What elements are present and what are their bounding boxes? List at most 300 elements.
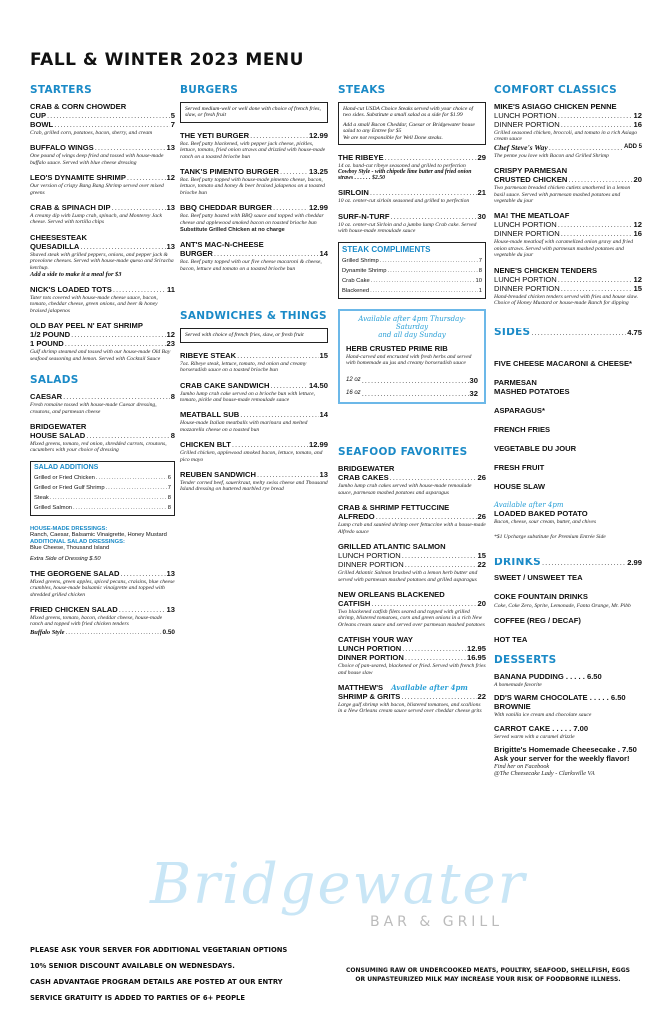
item-note: Cowboy Style - with chipotle lime butter and fried onion straws . . . . . . $2.50: [338, 169, 472, 182]
addition-row: [34, 473, 171, 483]
item-description: Tater tots covered with house-made cheese sauce, bacon, tomato, cheddar cheese, green onions, and beer & honey braised jalapenos: [30, 295, 158, 314]
item-description: 8oz. Beef patty topped with our five cheese macaroni & cheese, bacon, lettuce and tomato on a toasted brioche bun: [180, 259, 322, 272]
side-item: FRESH FRUIT: [494, 463, 545, 473]
price: 13: [166, 143, 175, 153]
dessert-note: Ask your server for the weekly flavor!: [494, 753, 630, 763]
item-name: ANT'S MAC-N-CHEESE: [180, 240, 264, 250]
additional-dressings-list: Blue Cheese, Thousand Island: [30, 544, 110, 551]
menu-item-sirloin: [338, 188, 486, 204]
drinks-heading: DRINKS: [494, 558, 541, 568]
portion: LUNCH PORTION: [494, 220, 557, 230]
item-description: Jumbo lump crab cake served on a brioche bun with lettuce, tomato, pickle and house-made remoulade sauce: [180, 390, 315, 403]
addition-row: [34, 483, 171, 493]
menu-item-house-salad: [30, 422, 175, 454]
item-description: 14 oz. hand-cut ribeye seasoned and grilled to perfection: [338, 163, 466, 170]
compliment-row: [342, 276, 482, 286]
addition-name: Grilled Salmon: [34, 504, 73, 511]
drinks-heading-row: [494, 558, 642, 567]
item-name-2: CRUSTED CHICKEN: [494, 175, 568, 185]
sides-heading-row: [494, 328, 642, 337]
item-description: 8oz. Beef patty basted with BBQ sauce and topped with cheddar cheese and applewood smoked bacon on toasted brioche bun: [180, 213, 324, 226]
item-description: 7oz. Ribeye steak, lettuce, tomato, red onion and creamy horseradish sauce on a toasted brioche bun: [180, 360, 307, 374]
portion: 1 POUND: [30, 339, 64, 349]
price: 16: [633, 229, 642, 239]
sides-heading: SIDES: [494, 328, 531, 338]
steaks-note-3: We are not responsible for Well Done steaks.: [343, 134, 443, 141]
footer-line: CASH ADVANTAGE PROGRAM DETAILS ARE POSTED AT OUR ENTRY: [30, 978, 283, 986]
compliment-price: 10: [475, 277, 482, 284]
price: 14.50: [308, 380, 328, 390]
side-item: HOUSE SLAW: [494, 482, 546, 492]
item-name: MA! THE MEATLOAF: [494, 211, 570, 221]
menu-item-asiago-penne: [494, 102, 642, 159]
price: 14: [319, 249, 328, 259]
price-row: [30, 605, 175, 614]
dessert-name-row: BANANA PUDDING . . . . . 6.50: [494, 671, 602, 681]
item-name: CATFISH YOUR WAY: [338, 635, 413, 645]
price-row: [30, 330, 175, 339]
item-description: Choice of pan-seared, blackened or fried. Served with french fries and house slaw: [338, 663, 486, 676]
menu-item-crab-spinach-dip: [30, 203, 175, 226]
column-steaks-seafood: [338, 84, 486, 722]
portion: DINNER PORTION: [494, 283, 560, 293]
item-name: CHEESESTEAK: [30, 232, 87, 242]
item-name-row: [338, 683, 486, 692]
item-name: SIRLOIN: [338, 188, 369, 198]
dessert-carrot-cake: [494, 724, 642, 740]
item-description: 8oz. Beef patty blackened, with pepper jack cheese, pickles, lettuce, tomato, fried onion straws and drizzled with house-made ranch on a toasted brioche bun: [180, 140, 326, 160]
item-name-2: ALFREDO: [338, 512, 375, 522]
dessert-brownie: [494, 693, 642, 718]
portion: LUNCH PORTION: [338, 644, 402, 654]
drink-item: COFFEE (REG / DECAF): [494, 615, 581, 625]
item-name-2: HOUSE SALAD: [30, 430, 86, 440]
item-description: Mixed greens, tomato, red onion, shredded carrots, croutons, cucumbers with your choice of dressing: [30, 440, 167, 454]
addition-name: Steak: [34, 494, 49, 501]
price-row: [30, 242, 175, 251]
price: 12: [166, 173, 175, 183]
price: 5: [170, 111, 175, 120]
addition-name: Grilled or Fried Gulf Shrimp: [34, 484, 105, 491]
side-item: ASPARAGUS*: [494, 406, 545, 416]
item-description: Jumbo lump crab cakes served with house-made remoulade sauce, parmesan mashed potatoes and asparagus: [338, 483, 472, 496]
item-description: Shaved steak with grilled peppers, onions, and pepper jack & provolone cheeses. Served with house-made queso and Sriracha ketchup.: [30, 251, 174, 271]
dessert-name: Brigitte's Homemade Cheesecake: [494, 744, 616, 754]
price: 8: [170, 430, 175, 440]
menu-item-crab-chowder: [30, 102, 175, 136]
item-description: A creamy dip with Lump crab, spinach, and Monterey Jack cheese. Served with tortilla chips: [30, 213, 162, 226]
item-description: Hand-carved and encrusted with fresh herbs and served with homemade au jus and creamy horseradish sauce: [346, 353, 472, 367]
item-description: One pound of wings deep fried and tossed with house-made buffalo sauce. Served with blue cheese dressing: [30, 153, 164, 166]
price: 7: [170, 120, 175, 129]
price: 12.99: [308, 203, 328, 213]
item-description: Our version of crispy Bang Bang Shrimp served over mixed greens: [30, 183, 164, 196]
compliment-row: [342, 256, 482, 266]
sandwiches-heading: SANDWICHES & THINGS: [180, 310, 327, 323]
price: 20: [633, 175, 642, 185]
price: 12: [166, 330, 175, 340]
portion: DINNER PORTION: [338, 560, 404, 570]
item-name: NEW ORLEANS BLACKENED: [338, 589, 445, 599]
price-row: [30, 143, 175, 152]
footer-line: 10% SENIOR DISCOUNT AVAILABLE ON WEDNESDAYS.: [30, 962, 235, 970]
compliment-name: Crab Cake: [342, 277, 370, 284]
price: 11: [166, 285, 175, 295]
portion: CUP: [30, 111, 47, 120]
side-availability: Available after 4pm: [494, 501, 564, 510]
addition-row: [34, 493, 171, 503]
price: 20: [477, 598, 486, 608]
consumption-warning: [338, 966, 638, 984]
menu-item-georgene-salad: [30, 569, 175, 598]
portion: BOWL: [30, 120, 54, 129]
portion: LUNCH PORTION: [494, 111, 557, 120]
price: 16.95: [466, 653, 486, 663]
compliment-name: Dynamite Shrimp: [342, 267, 387, 274]
item-description: House-made Italian meatballs with marinara and melted mozzarella cheese on a toasted bun: [180, 420, 308, 433]
price-row: [338, 212, 486, 221]
price-row: [338, 653, 486, 662]
menu-item-surf-n-turf: [338, 212, 486, 235]
menu-item-fettuccine-alfredo: [338, 503, 486, 535]
price-row: [346, 389, 478, 398]
steak-compliments-heading: STEAK COMPLIMENTS: [342, 244, 431, 254]
steaks-note-2: Add a small Bacon Cheddar, Caesar or Bridgewater house salad to any Entree for $5: [343, 121, 475, 135]
portion: LUNCH PORTION: [338, 551, 401, 561]
drink-item: SWEET / UNSWEET TEA: [494, 573, 583, 583]
item-name: NENE'S CHICKEN TENDERS: [494, 265, 598, 275]
item-description: 10 oz. center-cut sirloin seasoned and grilled to perfection: [338, 198, 470, 205]
price-row: [30, 339, 175, 348]
price: 21: [477, 188, 486, 198]
price: 12.99: [308, 440, 328, 450]
price-row: [30, 203, 175, 212]
item-description: 8oz. Beef patty topped with house-made pimento cheese, bacon, lettuce, tomato and honey & beer braised jalapenos on a toasted brioche bun: [180, 177, 325, 196]
menu-item-quesadilla: [30, 233, 175, 278]
dessert-banana-pudding: [494, 672, 642, 688]
price: 13: [166, 604, 175, 614]
menu-item-reuben: [180, 470, 328, 493]
price: 32: [469, 389, 478, 399]
item-name: THE YETI BURGER: [180, 130, 250, 140]
item-name: BUFFALO WINGS: [30, 143, 94, 153]
price-row: [180, 131, 328, 140]
menu-item-fried-chicken-salad: [30, 605, 175, 637]
price: ADD 5: [623, 143, 642, 150]
menu-item-bbq-burger: [180, 203, 328, 233]
option-description: The penne you love with Bacon and Grilled Shrimp: [494, 152, 609, 159]
footer-line: SERVICE GRATUITY IS ADDED TO PARTIES OF 6+ PEOPLE: [30, 994, 246, 1002]
price-row: [180, 410, 328, 419]
burgers-heading: BURGERS: [180, 84, 239, 96]
item-note: Substitute Grilled Chicken at no charge: [180, 227, 285, 234]
menu-item-shrimp-grits: [338, 683, 486, 715]
dessert-name-2: BROWNIE: [494, 702, 531, 712]
price-row: [494, 229, 642, 238]
compliment-price: 8: [478, 267, 482, 274]
option-name: Buffalo Style: [30, 628, 65, 636]
portion: 1/2 POUND: [30, 330, 71, 340]
price: 12: [633, 220, 642, 230]
price-row: [494, 111, 642, 120]
price: 29: [477, 153, 486, 163]
prime-rib-availability: Available after 4pm Thursday-Saturday: [358, 314, 466, 331]
steaks-heading: STEAKS: [338, 84, 386, 96]
menu-item-the-ribeye: [338, 153, 486, 181]
salad-additions-box: [30, 461, 175, 516]
menu-item-parmesan-chicken: [494, 166, 642, 204]
dressings-heading: HOUSE-MADE DRESSINGS:: [30, 525, 108, 532]
menu-item-bridgewater-crab-cakes: [338, 464, 486, 496]
dessert-facebook-handle: @The Cheesecake Lady - Clarksville VA: [494, 770, 595, 778]
compliment-price: 7: [478, 257, 482, 264]
item-name: REUBEN SANDWICH: [180, 469, 256, 479]
bridgewater-logo: [150, 852, 527, 932]
menu-item-ribeye-steak-sandwich: [180, 351, 328, 374]
price: 26: [477, 512, 486, 522]
side-description: Bacon, cheese, sour cream, butter, and chives: [494, 519, 597, 526]
menu-item-chicken-blt: [180, 440, 328, 463]
portion: DINNER PORTION: [494, 120, 560, 129]
price: 13: [319, 469, 328, 479]
menu-item-meatloaf: [494, 211, 642, 258]
addition-name: Grilled or Fried Chicken: [34, 474, 95, 481]
menu-item-mac-burger: [180, 240, 328, 272]
item-name-2: QUESADILLA: [30, 241, 80, 251]
item-name-2: CATFISH: [338, 598, 371, 608]
menu-item-catfish-your-way: [338, 635, 486, 676]
menu-item-loaded-tots: [30, 285, 175, 314]
dessert-name: BANANA PUDDING: [494, 671, 564, 681]
item-name: FRIED CHICKEN SALAD: [30, 604, 118, 614]
dessert-description: Served warm with a caramel drizzle: [494, 733, 575, 740]
menu-item-blackened-catfish: [338, 590, 486, 628]
item-name: CRAB & SPINACH DIP: [30, 203, 111, 213]
item-name: LEO'S DYNAMITE SHRIMP: [30, 173, 126, 183]
price: 30: [477, 211, 486, 221]
price-row: [30, 285, 175, 294]
price-row: [30, 431, 175, 440]
compliment-name: Grilled Shrimp: [342, 257, 379, 264]
price: 13: [166, 241, 175, 251]
page-title: FALL & WINTER 2023 MENU: [30, 50, 304, 70]
item-name: TANK'S PIMENTO BURGER: [180, 167, 279, 177]
price-row: [30, 120, 175, 129]
price-row: [30, 628, 175, 637]
price-row: [338, 560, 486, 569]
item-availability: Available after 4pm: [391, 682, 468, 692]
side-item: VEGETABLE DU JOUR: [494, 444, 577, 454]
price: 14: [319, 410, 328, 420]
dessert-name-row: DD'S WARM CHOCOLATE . . . . . 6.50: [494, 693, 626, 703]
item-note: Add a side to make it a meal for $3: [30, 271, 122, 279]
compliment-row: [342, 286, 482, 296]
price-row: [180, 470, 328, 479]
price-row: [338, 188, 486, 197]
drink-item: HOT TEA: [494, 634, 528, 644]
price-row: [338, 551, 486, 560]
item-name: CRAB & CORN CHOWDER: [30, 102, 127, 111]
sandwiches-note-box: Served with choice of french fries, slaw, or fresh fruit: [180, 328, 328, 342]
column-comfort-sides-drinks: [494, 84, 642, 785]
price: 26: [477, 473, 486, 483]
item-description: Lump crab and sautéed shrimp over fettuccine with a house-made Alfredo sauce: [338, 522, 486, 535]
desserts-heading: DESSERTS: [494, 653, 557, 666]
drink-description: Coke, Coke Zero, Sprite, Lemonade, Fanta Orange, Mr. Pibb: [494, 603, 631, 610]
item-name: BRIDGEWATER: [338, 464, 395, 474]
menu-item-caesar: [30, 392, 175, 415]
price-row: [494, 143, 642, 152]
item-description: 10 oz. center-cut Sirloin and a jumbo lump Crab cake. Served with house-made remoulade sauce: [338, 221, 477, 235]
menu-item-yeti-burger: [180, 131, 328, 160]
starters-heading: STARTERS: [30, 84, 93, 96]
compliment-row: [342, 266, 482, 276]
price: 22: [477, 691, 486, 701]
dessert-name: CARROT CAKE: [494, 723, 551, 733]
menu-item-leos-shrimp: [30, 173, 175, 196]
price: 12.99: [308, 130, 328, 140]
price: 12.95: [466, 644, 486, 654]
logo-wordmark: Bridgewater: [150, 852, 527, 917]
price-row: [30, 569, 175, 578]
item-description: Mixed greens, tomato, bacon, cheddar cheese, house-made ranch and topped with fried chicken tenders: [30, 614, 163, 628]
price: 8: [170, 392, 175, 402]
portion: LUNCH PORTION: [494, 274, 557, 284]
side-item: MASHED POTATOES: [494, 387, 570, 397]
item-description: Gulf shrimp steamed and tossed with our house-made Old Bay seafood seasoning and lemon. Served with Cocktail Sauce: [30, 349, 171, 362]
price-row: [180, 249, 328, 258]
extra-dressing-note: Extra Side of Dressing $.50: [30, 555, 101, 562]
price-row: [494, 120, 642, 129]
menu-item-peel-eat-shrimp: [30, 321, 175, 362]
item-name: OLD BAY PEEL N' EAT SHRIMP: [30, 321, 143, 331]
item-name: BBQ CHEDDAR BURGER: [180, 203, 272, 213]
side-item: FIVE CHEESE MACARONI & CHEESE*: [494, 359, 632, 369]
item-name: NICK'S LOADED TOTS: [30, 285, 112, 295]
additional-dressings-heading: ADDITIONAL SALAD DRESSINGS:: [30, 538, 125, 545]
price-row: [30, 111, 175, 120]
price-row: [494, 175, 642, 184]
item-description: Fresh romaine tossed with house-made Caesar dressing, croutons, and parmesan cheese: [30, 402, 157, 415]
portion: 16 oz: [346, 390, 361, 397]
item-name: SURF-N-TURF: [338, 211, 390, 221]
item-name: CRAB & SHRIMP FETTUCCINE: [338, 503, 450, 513]
item-description: Grilled seasoned chicken, broccoli, and tomato in a rich Asiago cream sauce: [494, 130, 638, 143]
option-name: Chef Steve's Way: [494, 142, 548, 152]
item-name: CHICKEN BLT: [180, 440, 231, 450]
price-row: [30, 392, 175, 401]
addition-price: 6: [167, 474, 171, 481]
price: 15: [633, 283, 642, 293]
price-row: [346, 376, 478, 385]
side-item-loaded-potato: LOADED BAKED POTATO: [494, 509, 588, 519]
item-description: Mixed greens, green apples, spiced pecans, craisins, blue cheese crumbles, house-made balsamic vinaigrette and topped with shredded grilled chicken: [30, 578, 175, 598]
price-row: [338, 692, 486, 701]
portion: 12 oz: [346, 377, 361, 384]
menu-item-tanks-burger: [180, 167, 328, 196]
price: 0.50: [162, 628, 175, 636]
item-name: CRAB CAKE SANDWICH: [180, 380, 270, 390]
price-row: [494, 284, 642, 293]
dessert-price: 6.50: [586, 671, 602, 681]
dessert-price: 6.50: [610, 693, 626, 703]
salads-heading: SALADS: [30, 374, 79, 387]
item-description: Grilled chicken, applewood smoked bacon, lettuce, tomato, and pico mayo: [180, 450, 323, 463]
side-item: PARMESAN: [494, 378, 537, 388]
dessert-name-row: Brigitte's Homemade Cheesecake . 7.50: [494, 744, 637, 754]
item-description: Two parmesan breaded chicken cutlets smothered in a lemon basil sauce. Served with parmesan mashed potatoes and vegetable du jour: [494, 185, 631, 205]
compliment-price: 1: [478, 287, 482, 294]
item-name: MEATBALL SUB: [180, 410, 240, 420]
logo-subtitle: BAR & GRILL: [370, 914, 504, 930]
dessert-facebook-note: Find her on Facebook: [494, 762, 550, 770]
price-row: [338, 153, 486, 162]
drink-item: COKE FOUNTAIN DRINKS: [494, 592, 588, 602]
footer-notes: [30, 942, 287, 1006]
warning-line-1: CONSUMING RAW OR UNDERCOOKED MEATS, POULTRY, SEAFOOD, SHELLFISH, EGGS: [346, 967, 630, 974]
dessert-price: 7.50: [622, 744, 637, 754]
item-name-2: BURGER: [180, 249, 213, 259]
dressings-list: Ranch, Caesar, Balsamic Vinaigrette, Honey Mustard: [30, 531, 167, 538]
item-name-2: CRAB CAKES: [338, 473, 389, 483]
side-item: FRENCH FRIES: [494, 425, 551, 435]
dessert-name-row: CARROT CAKE . . . . . 7.00: [494, 723, 589, 733]
item-name: RIBEYE STEAK: [180, 350, 237, 360]
sides-price: 4.75: [627, 328, 642, 338]
prime-rib-availability-2: and all day Sunday: [378, 330, 446, 339]
portion: DINNER PORTION: [494, 229, 560, 239]
salad-additions-heading: SALAD ADDITIONS: [34, 463, 99, 471]
price-row: [180, 440, 328, 449]
price: 12: [633, 111, 642, 120]
item-description: Two blackened catfish filets seared and topped with grilled shrimp, blistered tomatoes, corn and green onions in a rich New Orleans cream sauce and served over parmesan mashed potatoes: [338, 608, 485, 628]
menu-item-meatball-sub: [180, 410, 328, 433]
footer-line: PLEASE ASK YOUR SERVER FOR ADDITIONAL VEGETARIAN OPTIONS: [30, 946, 288, 954]
addition-price: 7: [167, 484, 171, 491]
column-burgers-sandwiches: [180, 84, 328, 500]
price-row: [30, 173, 175, 182]
price: 13.25: [308, 167, 328, 177]
price-row: [180, 203, 328, 212]
item-name: BRIDGEWATER: [30, 421, 87, 431]
item-name: THE RIBEYE: [338, 153, 384, 163]
price-row: [180, 351, 328, 360]
price-row: [180, 167, 328, 176]
column-starters-salads: [30, 84, 175, 644]
price-row: [494, 220, 642, 229]
price-row: [338, 473, 486, 482]
menu-item-crab-cake-sandwich: [180, 381, 328, 404]
steaks-note-1: Hand-cut USDA Choice Steaks served with your choice of two sides. Substitute a small salad as a side for $1.99: [343, 106, 474, 119]
price: 16: [633, 120, 642, 129]
item-name: THE GEORGENE SALAD: [30, 568, 120, 578]
dessert-price: 7.00: [573, 723, 589, 733]
price: 30: [469, 376, 478, 386]
dessert-description: A homemade favorite: [494, 681, 542, 688]
item-description: Hand-breaded chicken tenders served with fries and house slaw. Choice of Honey Mustard or house-made Ranch for dipping: [494, 293, 639, 307]
prime-rib-box: [338, 309, 486, 405]
burgers-note-box: Served medium-well or well done with choice of french fries, slaw, or fresh fruit: [180, 102, 328, 123]
price: 15: [319, 350, 328, 360]
seafood-heading: SEAFOOD FAVORITES: [338, 446, 468, 459]
price: 15: [477, 551, 486, 561]
warning-line-2: OR UNPASTEURIZED MILK MAY INCREASE YOUR RISK OF FOODBORNE ILLNESS.: [355, 976, 621, 983]
dessert-cheesecake: [494, 745, 642, 778]
addition-row: [34, 503, 171, 513]
item-name: MATTHEW'S: [338, 682, 384, 692]
compliment-name: Blackened: [342, 287, 370, 294]
item-description: Large gulf shrimp with bacon, blistered tomatoes, and scallions in a New Orleans cream sauce served over cheddar cheese grits: [338, 701, 482, 715]
